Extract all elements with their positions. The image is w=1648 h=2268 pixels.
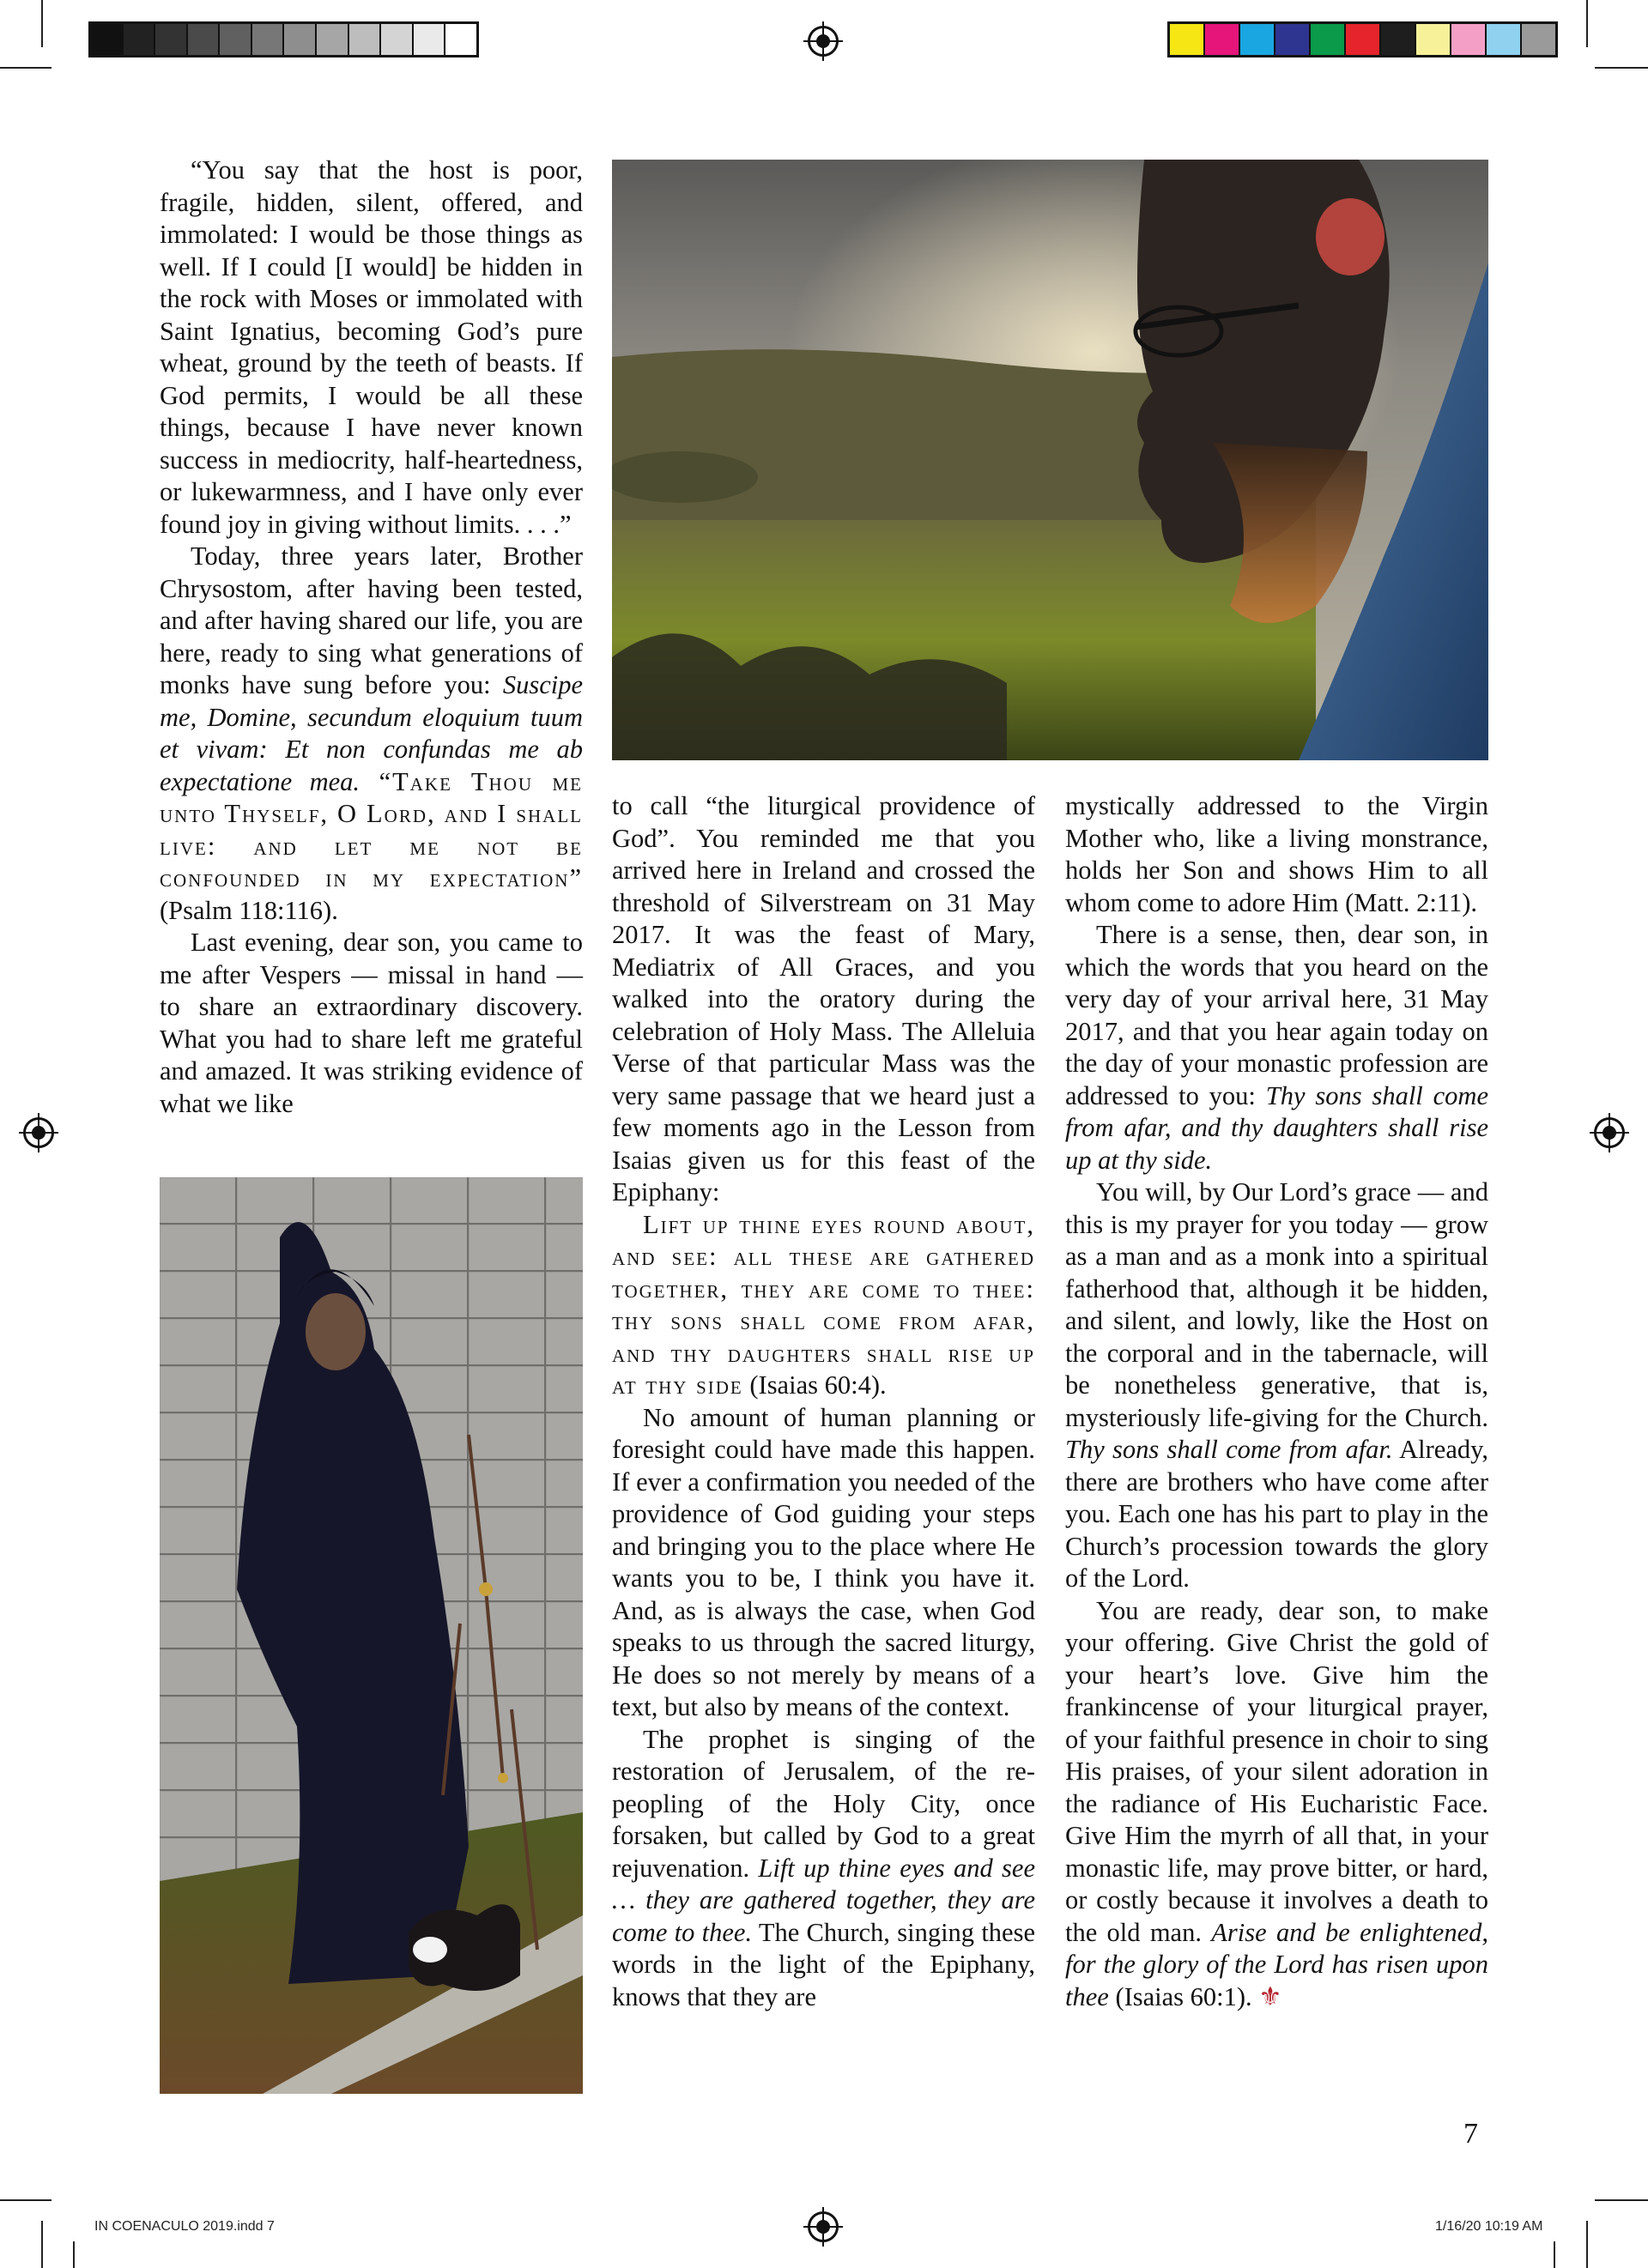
color-swatch	[1381, 24, 1416, 55]
paragraph	[1065, 1595, 1488, 2014]
slug-filename: IN COENACULO 2019.indd 7	[94, 2219, 275, 2234]
italic-quote: Lift up thine eyes and see … they are gathered together, they are come to thee.	[612, 1853, 1035, 1947]
gray-swatch	[252, 24, 285, 55]
gray-swatch	[317, 24, 349, 55]
text-run: The prophet is singing of the restoration of Jerusalem, of the re-peopling of the Holy City, once forsaken, but called by God to a great rejuvenation.	[612, 1724, 1035, 1883]
paragraph	[612, 1209, 1035, 1402]
gray-swatch	[414, 24, 446, 55]
color-swatch	[1170, 24, 1205, 55]
color-swatch	[1416, 24, 1451, 55]
monk-portrait-photo	[612, 160, 1488, 760]
color-swatch	[1240, 24, 1275, 55]
text-run: Already, there are brothers who have come after you. Each one has his part to play in the Church’s procession towards the glory of the Lord.	[1065, 1435, 1489, 1593]
page-number: 7	[1463, 2118, 1478, 2150]
article-column-2	[612, 790, 1035, 2013]
gray-swatch	[381, 24, 414, 55]
paragraph: No amount of human planning or foresight could have made this happen. If ever a confirmation you needed of the providence of God guiding your steps and bringing you to the place where He wants you to be, I think you have it. And, as is always the case, when God speaks to us through the sacred liturgy, He does so not merely by means of a text, but also by means of the context.	[612, 1402, 1035, 1721]
color-swatch	[1346, 24, 1381, 55]
monk-with-cat-photo	[160, 1177, 583, 2094]
crop-mark	[41, 2221, 43, 2268]
citation: (Psalm 118:116).	[160, 895, 338, 925]
registration-mark-icon	[1594, 1117, 1625, 1148]
citation: (Isaias 60:4).	[742, 1370, 887, 1400]
color-swatch	[1311, 24, 1346, 55]
text-run: You will, by Our Lord’s grace — and this is my prayer for you today — grow as a man and as a monk into a spiritual fatherhood that, although it be hidden, and silent, and lowly, like the Host on the corporal and in the tabernacle, will be nonetheless generative, that is, mysteriously life-giving for the Church.	[1065, 1177, 1488, 1432]
color-bar	[1167, 21, 1558, 57]
gray-swatch	[124, 24, 156, 55]
text-run: There is a sense, then, dear son, in which the words that you heard on the very day of your arrival here, 31 May 2017, and that you hear again today on the day of your monastic profession are addressed to you:	[1065, 920, 1488, 1110]
crop-mark	[1586, 0, 1588, 47]
grayscale-bar	[88, 21, 479, 57]
crop-mark	[0, 2199, 52, 2201]
latin-quote: Suscipe me, Domine, secundum eloquium tuum et vivam: Et non confundas me ab expectatione mea.	[160, 670, 583, 796]
citation: (Isaias 60:1).	[1108, 1981, 1252, 2011]
article-column-1	[160, 154, 583, 1120]
crop-mark	[1586, 2221, 1588, 2268]
paragraph: mystically addressed to the Virgin Mother who, like a living monstrance, holds her Son and shows Him to all whom come to adore Him (Matt. 2:11).	[1065, 791, 1488, 917]
gray-swatch	[188, 24, 221, 55]
slug-timestamp: 1/16/20 10:19 AM	[1435, 2219, 1543, 2234]
paragraph: Last evening, dear son, you came to me after Vespers — missal in hand — to share an extraordinary discovery. What you had to share left me grateful and amazed. It was striking evidence of what we like	[160, 928, 583, 1118]
italic-quote: Thy sons shall come from afar.	[1065, 1435, 1393, 1464]
paragraph	[1065, 1176, 1488, 1595]
crop-mark	[1595, 67, 1648, 69]
paragraph: “You say that the host is poor, fragile, hidden, silent, offered, and immolated: I would be those things as well. If I could [I would] be hidden in the rock with Moses or immolated with Saint Ignatius, becoming God’s pure wheat, ground by the teeth of beasts. If God permits, I would be all these things, because I have never known success in mediocrity, half-heartedness, or lukewarmness, and I have only ever found joy in giving without limits. . . .”	[160, 155, 583, 539]
crop-mark	[0, 67, 52, 69]
text-run: You are ready, dear son, to make your offering. Give Christ the gold of your heart’s love. Give him the frankincense of your liturgical prayer, of your faithful presence in choir to sing His praises, of your silent adoration in the radiance of His Eucharistic Face. Give Him the myrrh of all that, in your monastic life, may prove bitter, or hard, or costly because it involves a death to the old man.	[1065, 1595, 1488, 1947]
gray-swatch	[220, 24, 252, 55]
gray-swatch	[155, 24, 188, 55]
paragraph: to call “the liturgical providence of God”. You reminded me that you arrived here in Ireland and crossed the threshold of Silverstream on 31 May 2017. It was the feast of Mary, Mediatrix of All Graces, and you walked into the oratory during the celebration of Holy Mass. The Alleluia Verse of that particular Mass was the very same passage that we heard just a few moments ago in the Lesson from Isaias given us for this feast of the Epiphany:	[612, 791, 1035, 1207]
crop-mark	[41, 0, 43, 47]
gray-swatch	[91, 24, 124, 55]
gray-swatch	[445, 24, 476, 55]
registration-mark-icon	[23, 1117, 54, 1148]
crop-mark	[73, 2241, 75, 2268]
text-run: The Church, singing these words in the light of the Epiphany, knows that they are	[612, 1917, 1035, 2011]
registration-mark-icon	[808, 26, 839, 57]
crop-mark	[1554, 2241, 1555, 2268]
article-column-3	[1065, 790, 1488, 2013]
paragraph	[160, 541, 583, 927]
text-run: Today, three years later, Brother Chrysostom, after having been tested, and after having shared our life, you are here, ready to sing what generations of monks have sung before you:	[160, 541, 583, 699]
color-swatch	[1205, 24, 1240, 55]
color-swatch	[1522, 24, 1555, 55]
scripture-quote: Lift up thine eyes round about, and see: all these are gathered together, they are come to thee: thy sons shall come from afar, and thy daughters shall rise up at thy side	[612, 1209, 1035, 1400]
color-swatch	[1487, 24, 1522, 55]
gray-swatch	[284, 24, 317, 55]
color-swatch	[1451, 24, 1487, 55]
color-swatch	[1275, 24, 1311, 55]
paragraph	[1065, 919, 1488, 1176]
italic-quote: Arise and be enlightened, for the glory of the Lord has risen upon thee	[1065, 1917, 1489, 2011]
gray-swatch	[349, 24, 382, 55]
fleur-de-lis-icon: ⚜	[1258, 1981, 1282, 2011]
italic-quote: Thy sons shall come from afar, and thy daughters shall rise up at thy side.	[1065, 1080, 1488, 1175]
psalm-quote: “Take Thou me unto Thyself, O Lord, and I shall live: and let me not be confounded in my expectation”	[160, 766, 584, 892]
crop-mark	[1595, 2199, 1648, 2201]
paragraph	[612, 1724, 1035, 2014]
registration-mark-icon	[808, 2211, 839, 2242]
